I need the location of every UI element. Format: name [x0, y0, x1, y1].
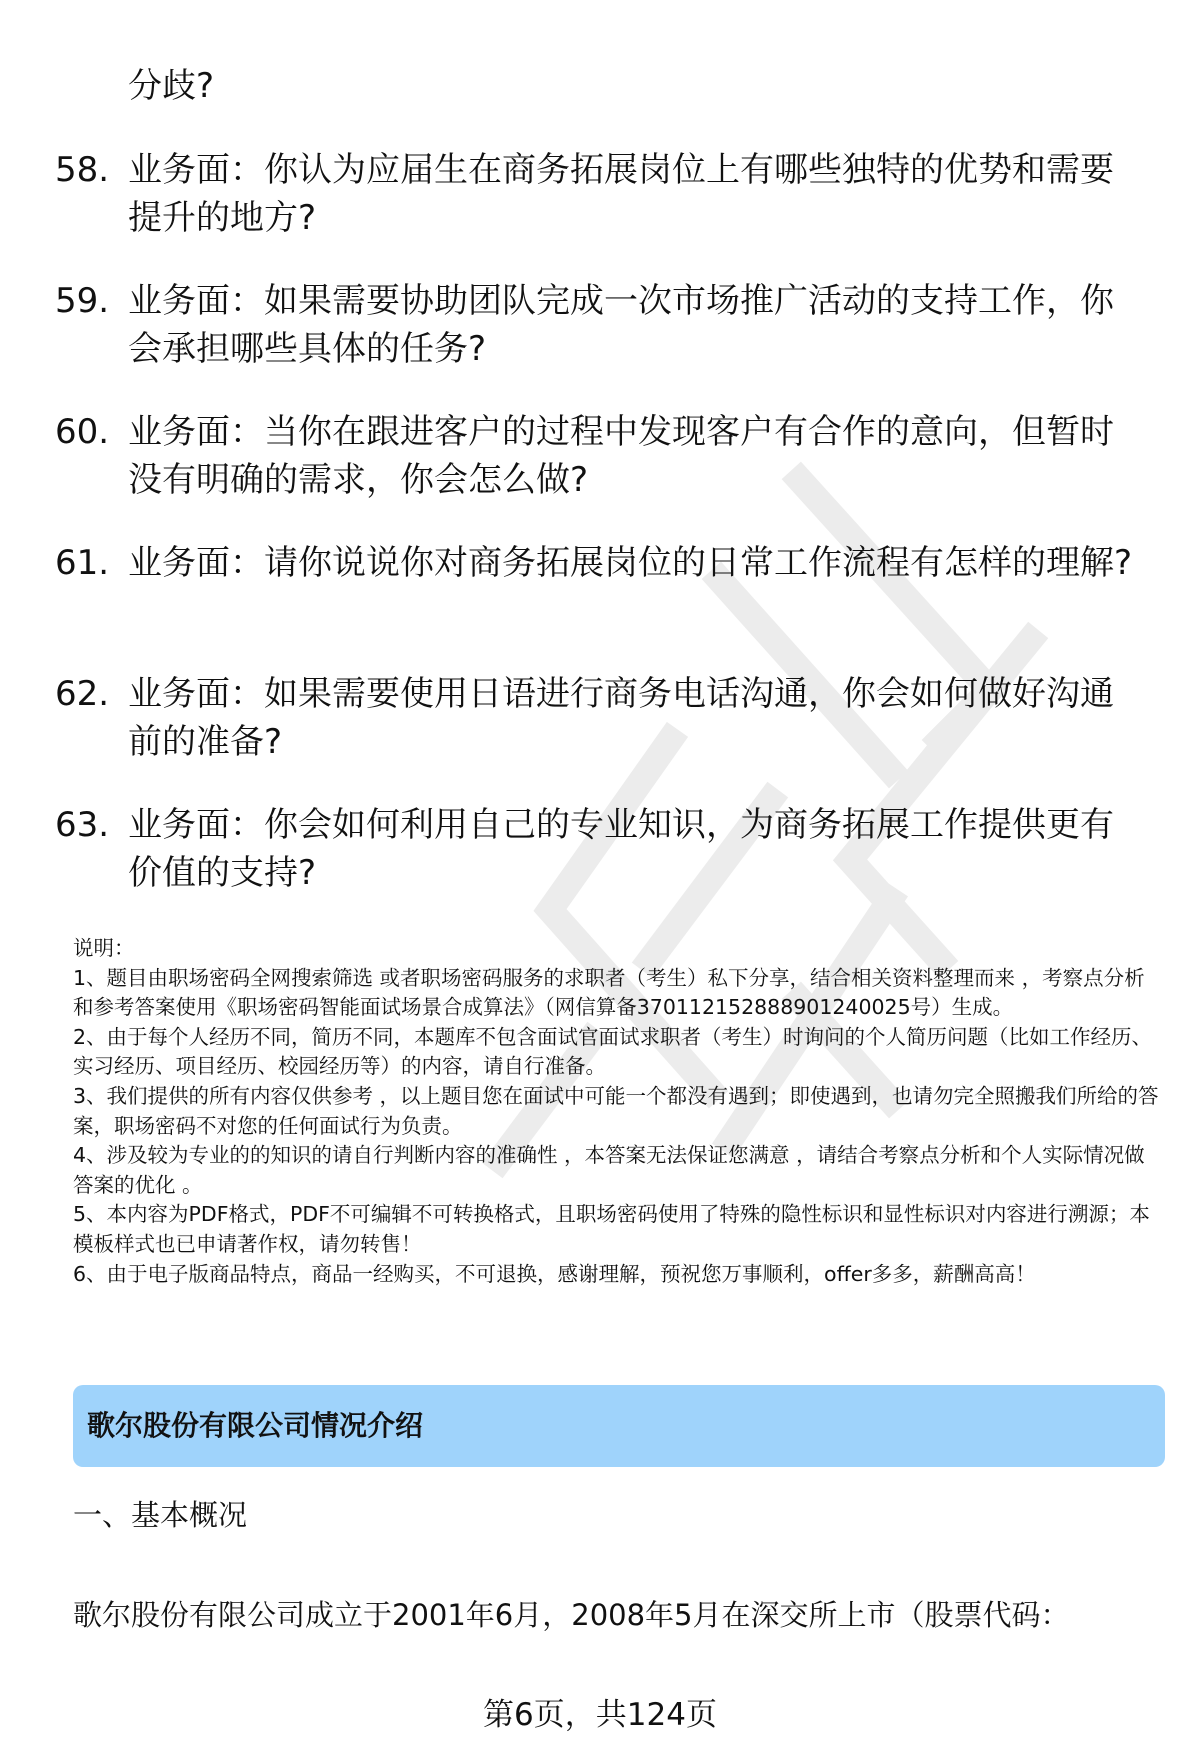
- question-text: 业务面：当你在跟进客户的过程中发现客户有合作的意向，但暂时没有明确的需求，你会怎么做?: [128, 412, 1114, 500]
- note-item: 5、本内容为PDF格式，PDF不可编辑不可转换格式，且职场密码使用了特殊的隐性标识和显性标识对内容进行溯源；本模板样式也已申请著作权，请勿转售！: [73, 1202, 1150, 1256]
- question-text: 业务面：如果需要使用日语进行商务电话沟通，你会如何做好沟通前的准备?: [128, 674, 1114, 762]
- question-text: 业务面：如果需要协助团队完成一次市场推广活动的支持工作，你会承担哪些具体的任务?: [128, 281, 1114, 369]
- question-item: [0, 277, 1200, 408]
- section-heading: 一、基本概况: [73, 1498, 248, 1532]
- note-item: 2、由于每个人经历不同，简历不同，本题库不包含面试官面试求职者（考生）时询问的个人简历问题（比如工作经历、实习经历、项目经历、校园经历等）的内容，请自行准备。: [73, 1024, 1153, 1079]
- question-list: [0, 146, 1200, 932]
- section-banner: [73, 1385, 1165, 1467]
- question-number: 62.: [55, 674, 110, 714]
- page-number: 第6页，共124页: [483, 1697, 717, 1733]
- question-number: 59.: [55, 281, 110, 321]
- question-item: [0, 670, 1200, 801]
- disclaimer-notes: [73, 934, 1163, 1289]
- question-item: [0, 801, 1200, 932]
- section-paragraph: 歌尔股份有限公司成立于2001年6月，2008年5月在深交所上市（股票代码：: [73, 1598, 1070, 1632]
- note-item: 1、题目由职场密码全网搜索筛选 或者职场密码服务的求职者（考生）私下分享，结合相关资料整理而来 ，考察点分析和参考答案使用《职场密码智能面试场景合成算法》（网信算备370112152888901240025号）生成。: [73, 965, 1145, 1020]
- note-item: 6、由于电子版商品特点，商品一经购买，不可退换，感谢理解，预祝您万事顺利，offer多多，薪酬高高！: [73, 1261, 1036, 1286]
- question-text: 业务面：你会如何利用自己的专业知识，为商务拓展工作提供更有价值的支持?: [128, 805, 1114, 893]
- question-text: 业务面：你认为应届生在商务拓展岗位上有哪些独特的优势和需要提升的地方?: [128, 150, 1114, 238]
- question-number: 61.: [55, 543, 110, 583]
- notes-title: 说明：: [73, 936, 135, 960]
- question-item: [0, 146, 1200, 277]
- question-text: 业务面：请你说说你对商务拓展岗位的日常工作流程有怎样的理解?: [128, 543, 1133, 583]
- question-item: [0, 539, 1200, 670]
- question-number: 58.: [55, 150, 110, 190]
- question-number: 60.: [55, 412, 110, 452]
- question-number: 63.: [55, 805, 110, 845]
- question-continuation: 分歧?: [128, 66, 215, 106]
- question-item: [0, 408, 1200, 539]
- note-item: 4、涉及较为专业的的知识的请自行判断内容的准确性 ，本答案无法保证您满意 ，请结合考察点分析和个人实际情况做答案的优化 。: [73, 1143, 1145, 1197]
- note-item: 3、我们提供的所有内容仅供参考 ，以上题目您在面试中可能一个都没有遇到；即使遇到，也请勿完全照搬我们所给的答案，职场密码不对您的任何面试行为负责。: [73, 1083, 1159, 1138]
- banner-title: 歌尔股份有限公司情况介绍: [87, 1409, 424, 1442]
